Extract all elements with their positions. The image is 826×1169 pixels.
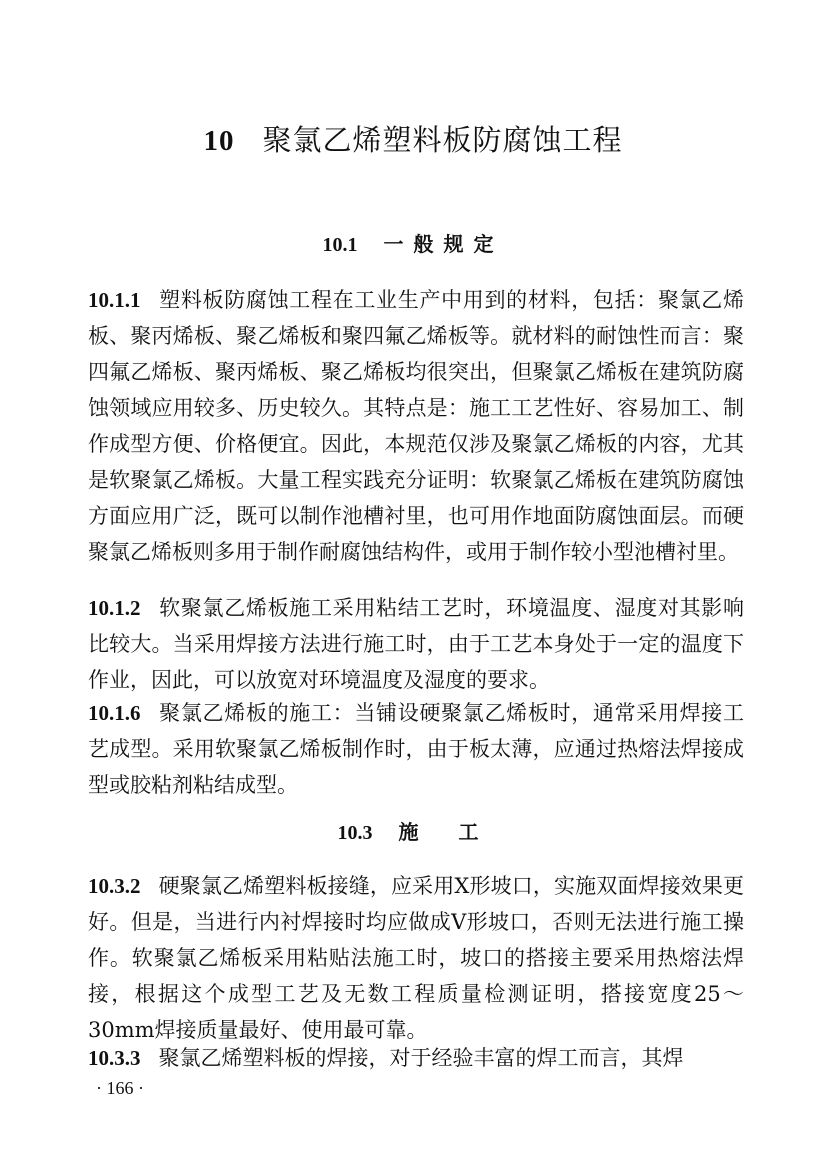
section-number: 10.3 bbox=[337, 822, 373, 844]
clause-number: 10.1.6 bbox=[88, 701, 141, 725]
clause-number: 10.3.3 bbox=[88, 1046, 141, 1070]
page-number: · 166 · bbox=[96, 1078, 144, 1098]
clause-number: 10.1.2 bbox=[88, 596, 141, 620]
clause-text: 塑料板防腐蚀工程在工业生产中用到的材料，包括：聚氯乙烯板、聚丙烯板、聚乙烯板和聚四氟乙烯板等。就材料的耐蚀性而言：聚四氟乙烯板、聚丙烯板、聚乙烯板均很突出，但聚氯乙烯板在建筑防腐蚀领域应用较多、历史较久。其特点是：施工工艺性好、容易加工、制作成型方便、价格便宜。因此，本规范仅涉及聚氯乙烯板的内容，尤其是软聚氯乙烯板。大量工程实践充分证明：软聚氯乙烯板在建筑防腐蚀方面应用广泛，既可以制作池槽衬里，也可用作地面防腐蚀面层。而硬聚氯乙烯板则多用于制作耐腐蚀结构件，或用于制作较小型池槽衬里。 bbox=[88, 288, 744, 564]
clause-text: 硬聚氯乙烯塑料板接缝，应采用X形坡口，实施双面焊接效果更好。但是，当进行内衬焊接时均应做成V形坡口，否则无法进行施工操作。软聚氯乙烯板采用粘贴法施工时，坡口的搭接主要采用热熔法焊接，根据这个成型工艺及无数工程质量检测证明，搭接宽度25～30mm焊接质量最好、使用最可靠。 bbox=[88, 874, 744, 1042]
clause-text: 聚氯乙烯塑料板的焊接，对于经验丰富的焊工而言，其焊 bbox=[158, 1046, 684, 1070]
clause-10-3-2 bbox=[88, 868, 744, 1048]
chapter-number: 10 bbox=[203, 125, 235, 157]
clause-number: 10.3.2 bbox=[88, 874, 141, 898]
clause-10-1-1 bbox=[88, 282, 744, 570]
section-number: 10.1 bbox=[322, 234, 358, 256]
chapter-title-text: 聚氯乙烯塑料板防腐蚀工程 bbox=[262, 123, 623, 157]
section-heading-10-1 bbox=[0, 229, 826, 260]
clause-10-1-6 bbox=[88, 695, 744, 803]
clause-number: 10.1.1 bbox=[88, 288, 141, 312]
clause-text: 软聚氯乙烯板施工采用粘结工艺时，环境温度、湿度对其影响比较大。当采用焊接方法进行施工时，由于工艺本身处于一定的温度下作业，因此，可以放宽对环境温度及湿度的要求。 bbox=[88, 596, 744, 692]
section-title: 一般规定 bbox=[383, 232, 504, 256]
section-title: 施 工 bbox=[398, 820, 489, 844]
chapter-title bbox=[0, 118, 826, 163]
clause-10-3-3 bbox=[88, 1040, 744, 1076]
clause-10-1-2 bbox=[88, 590, 744, 698]
clause-text: 聚氯乙烯板的施工：当铺设硬聚氯乙烯板时，通常采用焊接工艺成型。采用软聚氯乙烯板制作时，由于板太薄，应通过热熔法焊接成型或胶粘剂粘结成型。 bbox=[88, 701, 744, 797]
section-heading-10-3 bbox=[0, 817, 826, 848]
